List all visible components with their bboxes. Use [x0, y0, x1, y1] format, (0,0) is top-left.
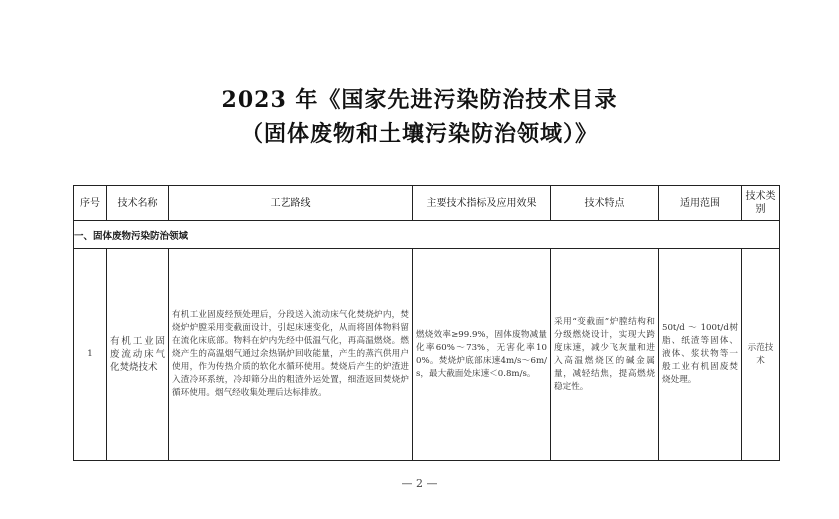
- document-title-line1: 2023 年《国家先进污染防治技术目录: [221, 87, 618, 113]
- cell-indicators: 燃烧效率≥99.9%，固体废物减量化率60%～73%，无害化率100%。焚烧炉底部床速4m/s～6m/s，最大截面处床速＜0.8m/s。: [413, 249, 551, 461]
- cell-tech-name: 有机工业固废流动床气化焚烧技术: [107, 249, 169, 461]
- section-title: 一、固体废物污染防治领域: [74, 221, 780, 249]
- header-process: 工艺路线: [169, 186, 413, 221]
- header-indicators: 主要技术指标及应用效果: [413, 186, 551, 221]
- table-header-row: [74, 186, 780, 221]
- header-index: 序号: [74, 186, 107, 221]
- page-number: — 2 —: [401, 477, 438, 490]
- header-category: 技术类别: [742, 186, 780, 221]
- technology-catalog-table: [73, 185, 780, 461]
- header-tech-name: 技术名称: [107, 186, 169, 221]
- cell-features: 采用“变截面”炉膛结构和分级燃烧设计，实现大跨度床速，减少飞灰量和进入高温燃烧区的碱金属量，减轻结焦，提高燃烧稳定性。: [551, 249, 659, 461]
- section-row: [74, 221, 780, 249]
- cell-category: 示范技术: [742, 249, 780, 461]
- table-row: [74, 249, 780, 461]
- header-features: 技术特点: [551, 186, 659, 221]
- cell-index: 1: [74, 249, 107, 461]
- cell-scope: 50t/d ～ 100t/d树脂、纸渣等固体、液体、浆状物等一般工业有机固废焚烧处理。: [659, 249, 742, 461]
- cell-process: 有机工业固废经预处理后，分段送入流动床气化焚烧炉内，焚烧炉炉膛采用变截面设计，引起床速变化，从而将固体物料留在流化床底部。物料在炉内先经中低温气化，再高温燃烧。燃烧产生的高温烟气通过余热锅炉回收能量，产生的蒸汽供用户使用，作为传热介质的软化水循环使用。焚烧后产生的炉渣进入渣冷环系统，冷却筛分出的粗渣外运处置，细渣返回焚烧炉循环使用。烟气经收集处理后达标排放。: [169, 249, 413, 461]
- document-title-line2: （固体废物和土壤污染防治领域）》: [240, 121, 598, 147]
- header-scope: 适用范围: [659, 186, 742, 221]
